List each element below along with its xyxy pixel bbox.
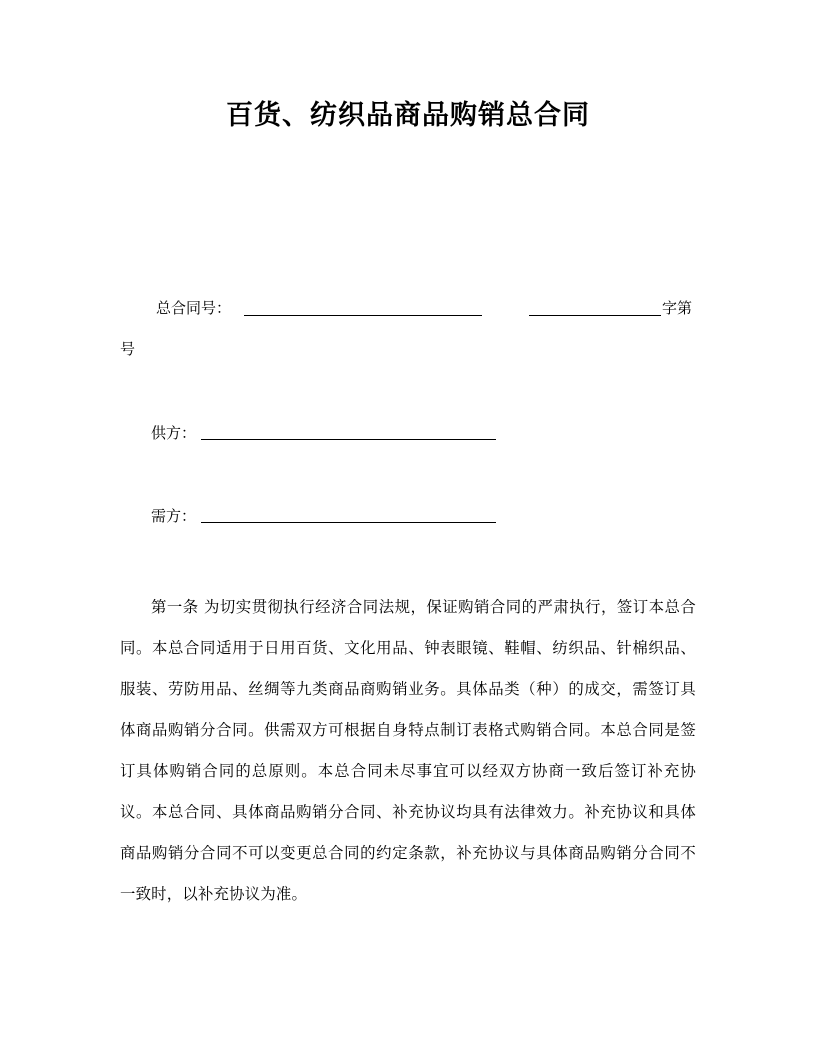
contract-number-suffix: 字第 — [662, 299, 693, 317]
contract-number-tail: 号 — [120, 340, 136, 358]
contract-number-blank — [244, 301, 482, 316]
contract-word-blank — [529, 301, 661, 316]
supplier-label: 供方： — [151, 424, 197, 442]
contract-number-label: 总合同号： — [156, 299, 232, 317]
article-1-paragraph: 第一条 为切实贯彻执行经济合同法规，保证购销合同的严肃执行，签订本总合同。本总合同适用于日用百货、文化用品、钟表眼镜、鞋帽、纺织品、针棉织品、服装、劳防用品、丝绸等九类商品商购销业务。具体品类（种）的成交，需签订具体商品购销分合同。供需双方可根据自身特点制订表格式购销合同。本总合同是签订具体购销合同的总原则。本总合同未尽事宜可以经双方协商一致后签订补充协议。本总合同、具体商品购销分合同、补充协议均具有法律效力。补充协议和具体商品购销分合同不可以变更总合同的约定条款，补充协议与具体商品购销分合同不一致时，以补充协议为准。 — [120, 598, 696, 903]
supplier-blank — [201, 425, 496, 440]
buyer-label: 需方： — [151, 507, 197, 525]
contract-number-line — [156, 298, 231, 318]
buyer-blank — [201, 508, 496, 523]
document-title: 百货、纺织品商品购销总合同 — [226, 100, 590, 131]
